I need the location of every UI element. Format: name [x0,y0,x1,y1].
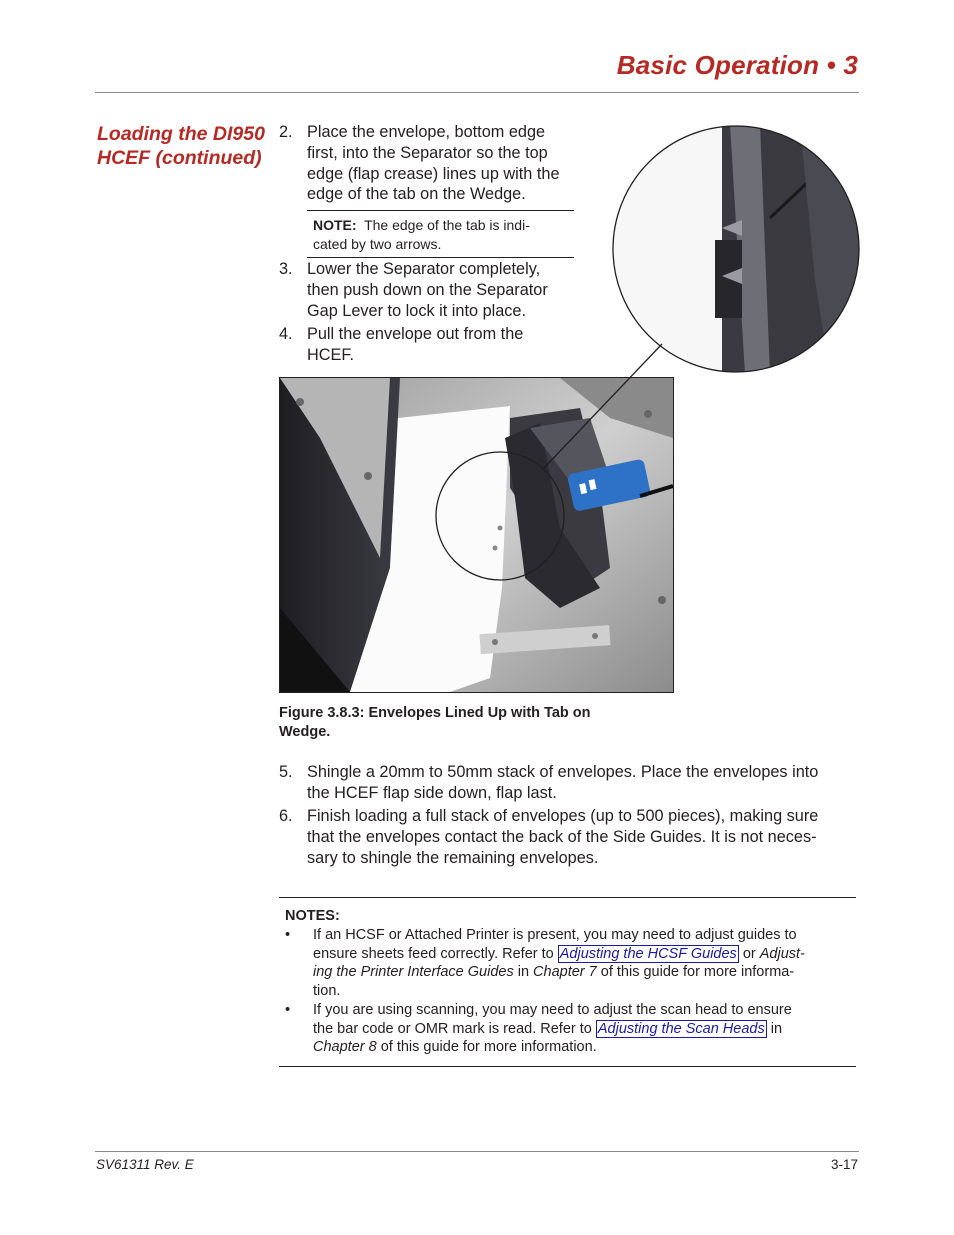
step-line: edge of the tab on the Wedge. [307,185,526,204]
notes-item-1 [313,926,843,1000]
bullet-2: • [285,1002,291,1018]
notes-line [313,963,843,982]
step-line: edge (flap crease) lines up with the [307,164,560,183]
link-adjusting-hcsf-guides[interactable]: Adjusting the HCSF Guides [559,945,737,962]
magnified-tab-detail [610,124,862,374]
step-line: Finish loading a full stack of envelopes (up to 500 pieces), making sure [307,807,819,825]
notes-text: of this guide for more informa- [596,964,795,981]
chapter-ref: Chapter 8 [313,1039,377,1056]
notes-title: NOTES: [285,908,340,924]
photo-illustration [280,378,673,692]
header-divider [95,92,859,93]
step-number: 5. [279,763,293,781]
caption-line-1: Figure 3.8.3: Envelopes Lined Up with Tab on [279,705,591,721]
footer-divider [95,1151,859,1152]
notes-item-2 [313,1001,843,1057]
footer-page-number: 3-17 [830,1157,858,1172]
notes-text: ensure sheets feed correctly. Refer to [313,945,558,962]
step-line: the HCEF flap side down, flap last. [307,783,557,802]
notes-line: If you are using scanning, you may need to adjust the scan head to ensure [313,1002,792,1018]
caption-line-2: Wedge. [279,723,331,740]
step-line: that the envelopes contact the back of the Side Guides. It is not neces- [307,827,817,846]
note-line-2: cated by two arrows. [313,236,442,252]
notes-text: of this guide for more information. [376,1039,597,1056]
notes-text: or [738,945,760,962]
step-line: Pull the envelope out from the [307,325,524,343]
notes-text: the bar code or OMR mark is read. Refer to [313,1020,596,1037]
notes-line: If an HCSF or Attached Printer is present, you may need to adjust guides to [313,927,797,943]
step-line: Gap Lever to lock it into place. [307,301,527,320]
section-heading: Loading the DI950 HCEF (continued) [97,123,265,169]
note-line-1: The edge of the tab is indi- [364,217,530,233]
step-line: Shingle a 20mm to 50mm stack of envelopes. Place the envelopes into [307,763,819,781]
note-text [313,216,563,254]
notes-text: Adjust- [759,945,805,962]
note-box [307,210,574,258]
hcef-envelope-photo [279,377,674,693]
step-line: then push down on the Separator [307,280,548,299]
step-line: sary to shingle the remaining envelopes. [307,848,599,867]
step-number: 3. [279,260,293,278]
note-label: NOTE: [313,217,357,233]
notes-line: tion. [313,982,341,999]
step-number: 4. [279,325,293,343]
step-line: HCEF. [307,345,355,364]
page-header-title: Basic Operation • 3 [616,50,858,80]
step-line: first, into the Separator so the top [307,143,548,162]
step-line: Lower the Separator completely, [307,260,541,278]
notes-text: ing the Printer Interface Guides [313,964,514,981]
bullet-1: • [285,927,291,943]
figure-caption [279,704,639,741]
step-line: Place the envelope, bottom edge [307,123,546,141]
chapter-ref: Chapter 7 [533,964,597,981]
notes-text: in [766,1020,783,1037]
notes-line [313,1020,843,1039]
notes-line [313,1038,843,1057]
notes-text: in [513,964,534,981]
footer-doc-id: SV61311 Rev. E [96,1157,194,1172]
notes-box [279,897,856,1067]
notes-line [313,945,843,964]
step-number: 6. [279,807,293,825]
step-number: 2. [279,123,293,141]
link-adjusting-scan-heads[interactable]: Adjusting the Scan Heads [597,1020,765,1037]
